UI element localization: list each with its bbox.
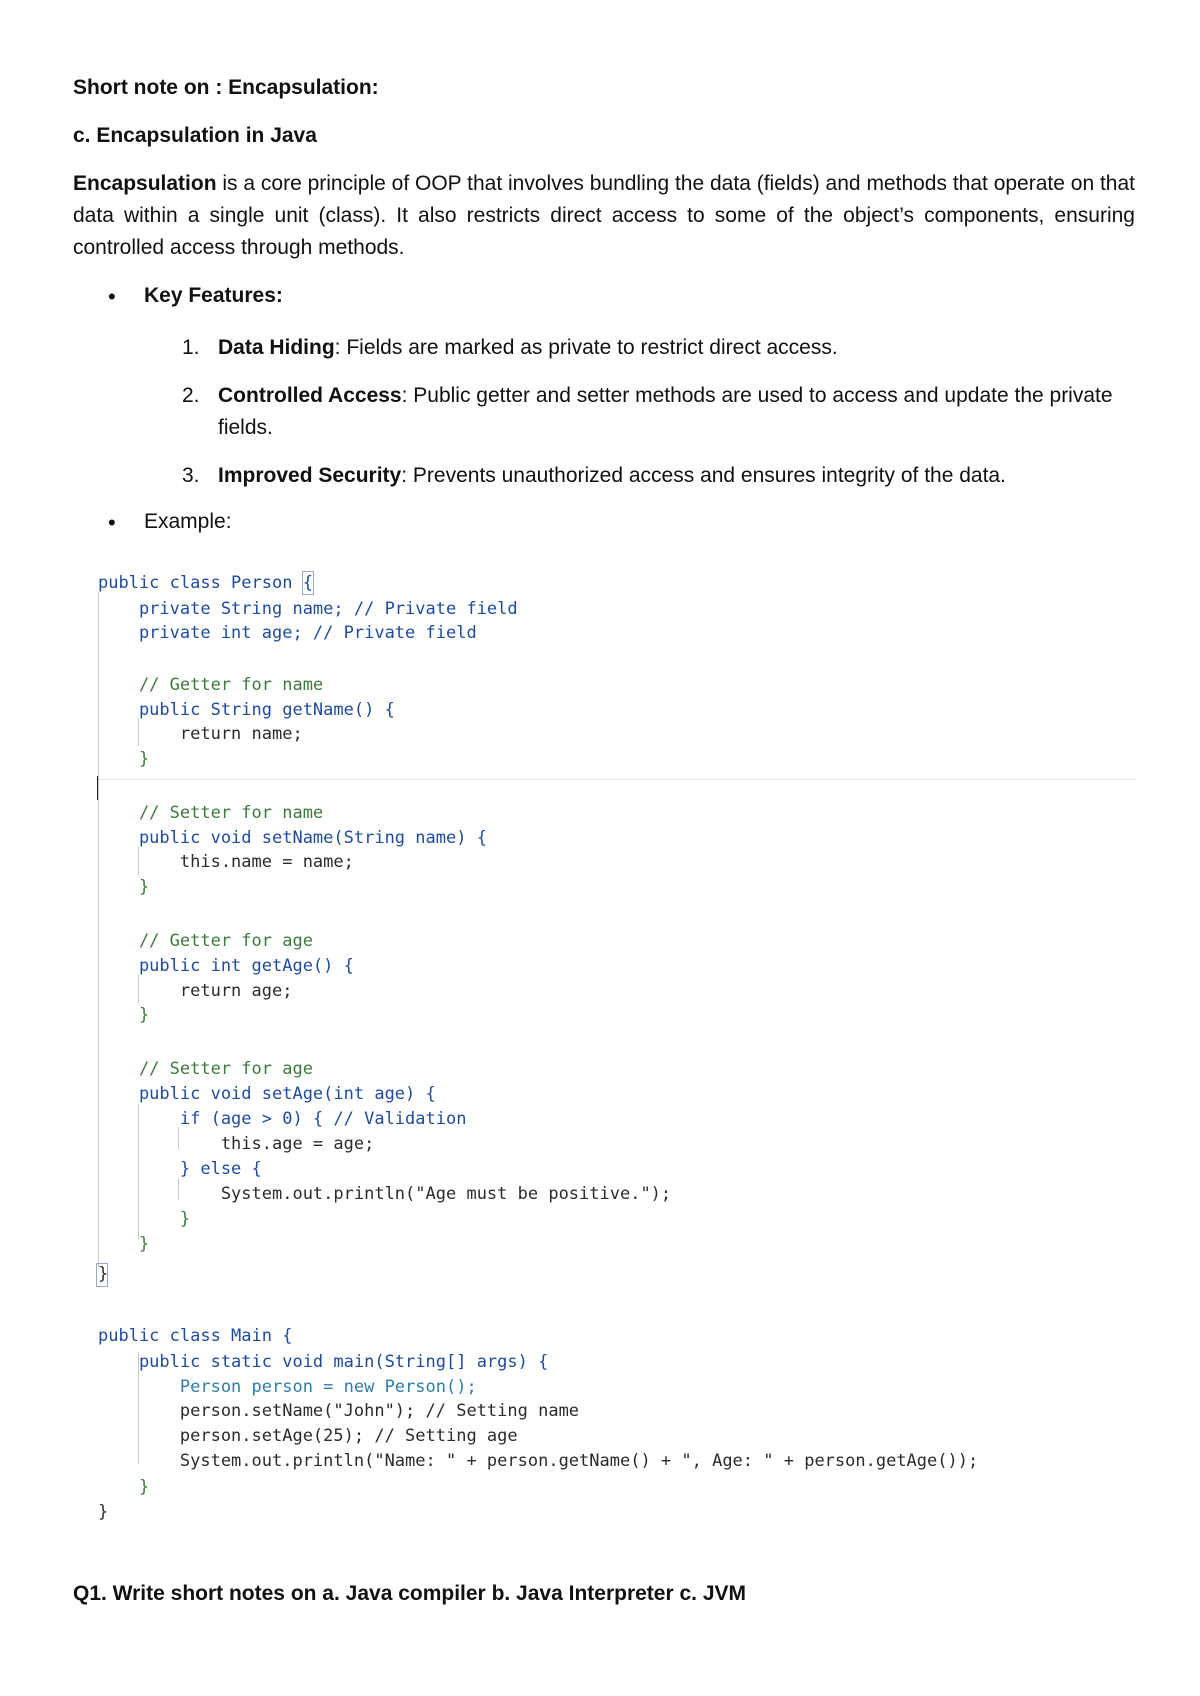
section-heading: c. Encapsulation in Java	[73, 124, 317, 147]
code-comment-line: // Getter for name	[98, 675, 324, 695]
feature-number: 1.	[182, 336, 200, 359]
code-comment-line: // Setter for name	[98, 803, 324, 823]
code-line: public static void main(String[] args) {	[98, 1352, 549, 1372]
feature-text: : Public getter and setter methods are used to access and update the private fields.	[218, 384, 1113, 439]
code-line: }	[98, 1477, 150, 1497]
code-line: this.age = age;	[98, 1134, 375, 1154]
code-line: }	[98, 749, 150, 769]
code-line: public void setName(String name) {	[98, 828, 487, 848]
question-heading: Q1. Write short notes on a. Java compiler b. Java Interpreter c. JVM	[73, 1582, 747, 1605]
feature-text: : Prevents unauthorized access and ensures integrity of the data.	[401, 464, 1006, 487]
code-comment-line: // Getter for age	[98, 931, 313, 951]
intro-term: Encapsulation	[73, 172, 217, 195]
code-line: } else {	[98, 1159, 262, 1179]
code-block	[96, 570, 1136, 1520]
code-line: person.setAge(25); // Setting age	[98, 1426, 518, 1446]
feature-number: 3.	[182, 464, 200, 487]
code-line: public int getAge() {	[98, 956, 354, 976]
feature-title: Improved Security	[218, 464, 402, 487]
code-line: public class Main {	[98, 1326, 293, 1346]
feature-body	[218, 380, 1136, 444]
feature-body	[218, 460, 1136, 492]
bullet-dot-icon: •	[108, 284, 116, 309]
code-line: }	[98, 1264, 109, 1284]
code-line: private int age; // Private field	[98, 623, 477, 643]
code-line: public String getName() {	[98, 700, 395, 720]
code-line: private String name; // Private field	[98, 599, 518, 619]
code-line: }	[98, 1502, 109, 1522]
intro-paragraph	[73, 168, 1135, 264]
code-line: }	[98, 1005, 150, 1025]
code-line: public class Person {	[98, 573, 313, 593]
code-line: person.setName("John"); // Setting name	[98, 1401, 580, 1421]
intro-text: is a core principle of OOP that involves bundling the data (fields) and methods that operate on that data within a single unit (class). It also restricts direct access to some of the object’s components, ensuring controlled access through methods.	[73, 172, 1135, 259]
bullet-label: Example:	[144, 510, 232, 533]
code-line: Person person = new Person();	[98, 1377, 477, 1397]
bullet-dot-icon: •	[108, 510, 116, 535]
code-line: System.out.println("Age must be positive.");	[98, 1184, 672, 1204]
code-line: this.name = name;	[98, 852, 354, 872]
code-line: System.out.println("Name: " + person.getName() + ", Age: " + person.getAge());	[98, 1451, 979, 1471]
feature-body	[218, 332, 1136, 364]
feature-title: Controlled Access	[218, 384, 402, 407]
feature-number: 2.	[182, 384, 200, 407]
page-title: Short note on : Encapsulation:	[73, 76, 379, 99]
code-line: return name;	[98, 724, 303, 744]
bullet-label: Key Features:	[144, 284, 283, 307]
feature-text: : Fields are marked as private to restrict direct access.	[334, 336, 838, 359]
code-line: }	[98, 1209, 191, 1229]
code-line: }	[98, 1234, 150, 1254]
code-comment-line: // Setter for age	[98, 1059, 313, 1079]
feature-title: Data Hiding	[218, 336, 335, 359]
code-line: if (age > 0) { // Validation	[98, 1109, 467, 1129]
code-line: public void setAge(int age) {	[98, 1084, 436, 1104]
code-line: }	[98, 877, 150, 897]
code-line: return age;	[98, 981, 293, 1001]
